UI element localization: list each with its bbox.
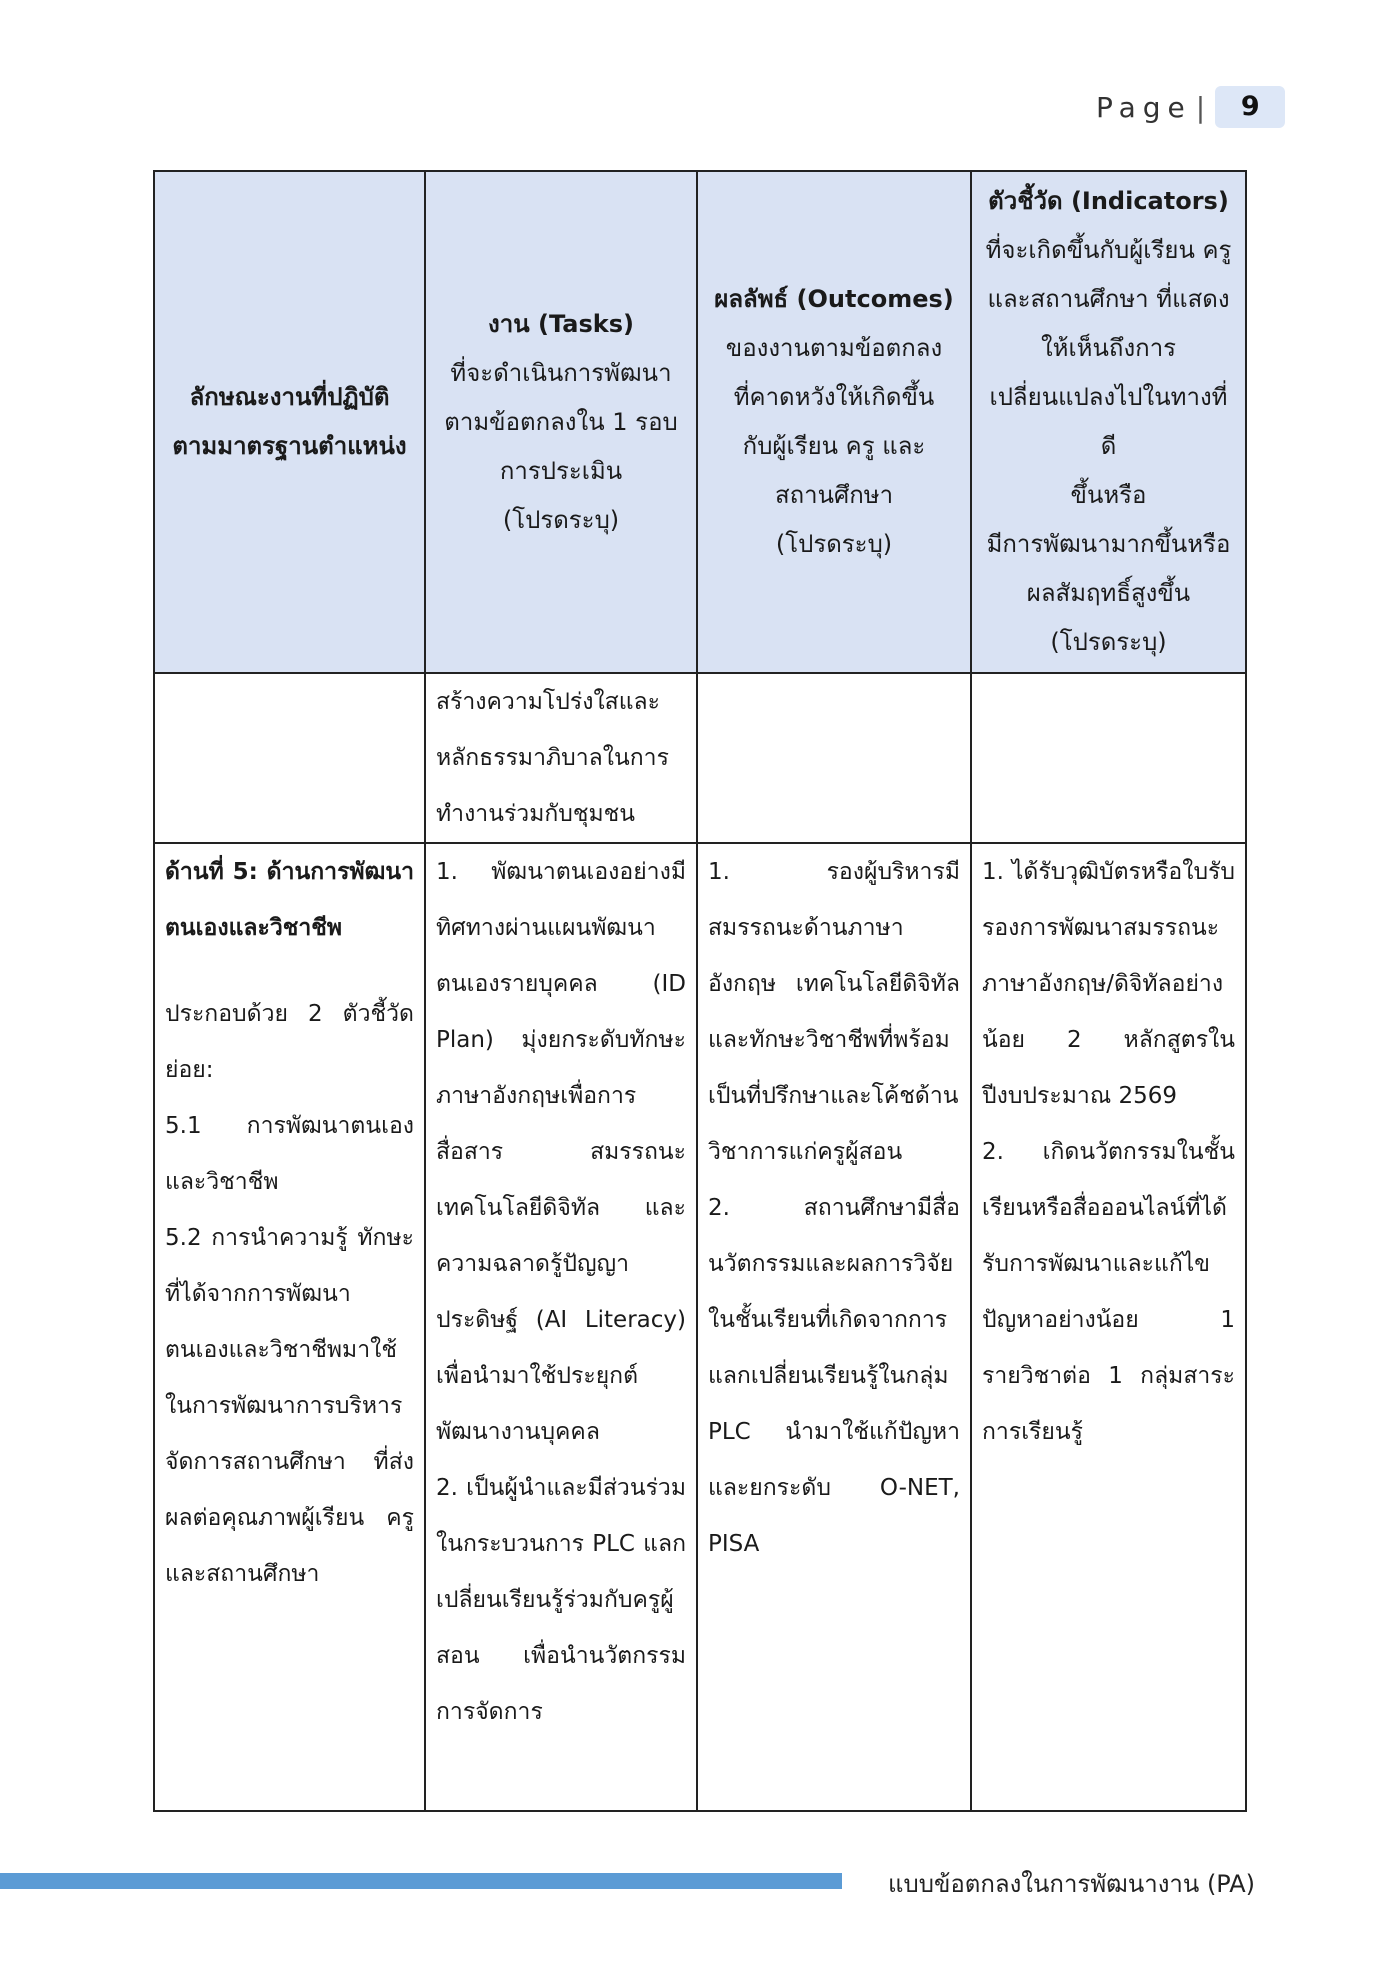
- cell-area5-standard: [154, 843, 425, 1811]
- cell-area5-outcomes: [697, 843, 971, 1811]
- page-separator: |: [1195, 90, 1206, 124]
- cell-area5-indicators: [971, 843, 1246, 1811]
- task-item-2: 2. เป็นผู้นำและมีส่วนร่วมในกระบวนการ PLC แลกเปลี่ยนเรียนรู้ร่วมกับครูผู้สอน เพื่อนำนวัตกรรมการจัดการ: [436, 1475, 686, 1725]
- page-number: 9: [1215, 86, 1285, 128]
- pa-table: [153, 170, 1247, 1812]
- cell-area5-tasks: [425, 843, 697, 1811]
- header-outcomes: ผลลัพธ์ (Outcomes) ของงานตามข้อตกลง ที่คาดหวังให้เกิดขึ้น กับผู้เรียน ครู และ สถานศึกษา (โปรดระบุ): [697, 171, 971, 673]
- outcome-item-1: 1. รองผู้บริหารมีสมรรถนะด้านภาษาอังกฤษ เทคโนโลยีดิจิทัล และทักษะวิชาชีพที่พร้อมเป็นที่ปรึกษาและโค้ชด้านวิชาการแก่ครูผู้สอน: [708, 859, 960, 1165]
- cell-cont-tasks: สร้างความโปร่งใสและหลักธรรมาภิบาลในการทำงานร่วมกับชุมชน: [425, 673, 697, 843]
- header-standard: ลักษณะงานที่ปฏิบัติ ตามมาตรฐานตำแหน่ง: [154, 171, 425, 673]
- table-row-continuation: [154, 673, 1246, 843]
- indicator-item-1: 1. ได้รับวุฒิบัตรหรือใบรับรองการพัฒนาสมรรถนะภาษาอังกฤษ/ดิจิทัลอย่างน้อย 2 หลักสูตรในปีงบประมาณ 2569: [982, 859, 1235, 1109]
- area5-title: ด้านที่ 5: ด้านการพัฒนาตนเองและวิชาชีพ: [165, 859, 414, 941]
- area5-intro: ประกอบด้วย 2 ตัวชี้วัดย่อย:: [165, 1001, 414, 1083]
- area5-sub1: 5.1 การพัฒนาตนเองและวิชาชีพ: [165, 1113, 414, 1195]
- area5-sub2: 5.2 การนำความรู้ ทักษะที่ได้จากการพัฒนาตนเองและวิชาชีพมาใช้ในการพัฒนาการบริหารจัดการสถานศึกษา ที่ส่งผลต่อคุณภาพผู้เรียน ครู และสถานศึกษา: [165, 1225, 414, 1587]
- cell-cont-outcomes: [697, 673, 971, 843]
- footer-text: แบบข้อตกลงในการพัฒนางาน (PA): [888, 1870, 1256, 1898]
- header-tasks: งาน (Tasks) ที่จะดำเนินการพัฒนา ตามข้อตกลงใน 1 รอบ การประเมิน (โปรดระบุ): [425, 171, 697, 673]
- footer-bar: [0, 1873, 842, 1889]
- indicator-item-2: 2. เกิดนวัตกรรมในชั้นเรียนหรือสื่อออนไลน์ที่ได้รับการพัฒนาและแก้ไขปัญหาอย่างน้อย 1 รายวิชาต่อ 1 กลุ่มสาระการเรียนรู้: [982, 1139, 1235, 1445]
- header-indicators: ตัวชี้วัด (Indicators) ที่จะเกิดขึ้นกับผู้เรียน ครู และสถานศึกษา ที่แสดง ให้เห็นถึงการ เปลี่ยนแปลงไปในทางที่ดี ขึ้นหรือ มีการพัฒนามากขึ้นหรือ ผลสัมฤทธิ์สูงขึ้น (โปรดระบุ): [971, 171, 1246, 673]
- cell-cont-indicators: [971, 673, 1246, 843]
- outcome-item-2: 2. สถานศึกษามีสื่อนวัตกรรมและผลการวิจัยในชั้นเรียนที่เกิดจากการแลกเปลี่ยนเรียนรู้ในกลุ่ม PLC นำมาใช้แก้ปัญหาและยกระดับ O-NET, PISA: [708, 1195, 960, 1557]
- table-row-area-5: [154, 843, 1246, 1811]
- task-item-1: 1. พัฒนาตนเองอย่างมีทิศทางผ่านแผนพัฒนาตนเองรายบุคคล (ID Plan) มุ่งยกระดับทักษะภาษาอังกฤษเพื่อการสื่อสาร สมรรถนะเทคโนโลยีดิจิทัล และความฉลาดรู้ปัญญาประดิษฐ์ (AI Literacy) เพื่อนำมาใช้ประยุกต์พัฒนางานบุคคล: [436, 859, 686, 1445]
- page-header: [1096, 86, 1285, 128]
- table-header-row: [154, 171, 1246, 673]
- page-label: Page: [1096, 90, 1192, 124]
- cell-cont-standard: [154, 673, 425, 843]
